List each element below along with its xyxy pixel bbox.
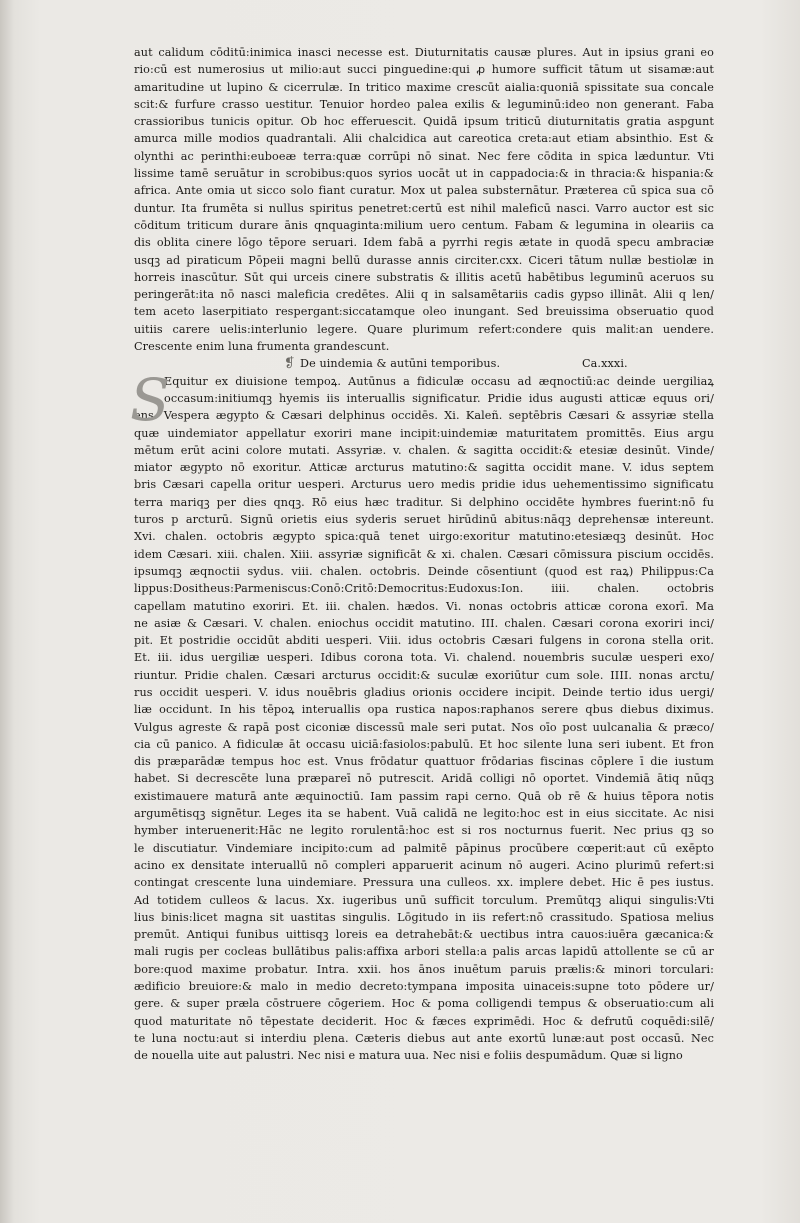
text-line: dis præparādæ tempus hoc est. Vnus frōdatur quattuor frōdarias fiscinas cōplere ī die iustum [134, 755, 714, 769]
text-line: quæ uindemiator appellatur exoriri mane incipit:uindemiæ maturitatem promittēs. Eius argu [134, 426, 714, 440]
text-line: acino ex densitate interuallū nō compleri apparuerit acinum nō augeri. Acino plurimū refert:si [134, 858, 714, 872]
text-line: le discutiatur. Vindemiare incipito:cum ad palmitē pāpinus procūbere cœperit:aut cū exēpto [134, 841, 714, 855]
text-line: Vulgus agreste & rapā post ciconiæ discessū male seri putat. Nos oīo post uulcanalia & præco/ [134, 720, 714, 734]
text-line: cia cū panico. A fidiculæ āt occasu uiciā:fasiolos:pabulū. Et hoc silente luna seri iubent. Et fron [134, 737, 714, 751]
pilcrow-icon: ❡ [284, 356, 295, 372]
text-line: pit. Et postridie occidūt abditi uesperi. Viii. idus octobris Cæsari fulgens in corona stella orit. [134, 634, 714, 648]
text-line: amaritudine ut lupino & cicerrulæ. In tritico maxime crescūt aialia:quoniā spissitate sua concale [134, 80, 714, 94]
text-line: amurca mille modios quadrantali. Alii chalcidica aut careotica creta:aut etiam absinthio. Est & [134, 132, 714, 146]
text-line: premūt. Antiqui funibus uittisqꝫ loreis ea detrahebāt:& uectibus intra cauos:iuēra gæcanica:& [134, 928, 714, 942]
paragraph-top [134, 44, 714, 355]
chapter-heading [134, 355, 714, 372]
text-line: liæ occidunt. In his tēpoꝝ interuallis opa rustica napos:raphanos serere qbus diebus diximus. [134, 703, 714, 717]
text-line: habet. Si decrescēte luna præpareī nō putrescit. Aridā colligi nō oportet. Vindemiā ātiq nūqꝫ [134, 772, 714, 786]
text-line: rus occidit uesperi. V. idus nouēbris gladius orionis occidere incipit. Deinde tertio idus uergi/ [134, 685, 714, 699]
text-line: tem aceto laserpitiato respergant:siccatamque oleo inungant. Sed breuissima obseruatio quod [134, 305, 714, 319]
text-line: occasum:initiumqꝫ hyemis iis interuallis significatur. Pridie idus augusti atticæ equus ori/ [164, 391, 714, 405]
text-line: aut calidum cōditū:inimica inasci necesse est. Diuturnitatis causæ plures. Aut in ipsius grani eo [134, 46, 714, 59]
text-line: lissime tamē seruātur in scrobibus:quos syrios uocāt ut in cappadocia:& in thracia:& hispania:& [134, 167, 714, 181]
text-line: quod maturitate nō tēpestate deciderit. Hoc & fæces exprimēdi. Hoc & defrutū coquēdi:silē/ [134, 1014, 714, 1028]
initial-letter: S [130, 365, 170, 434]
text-line: contingat crescente luna uindemiare. Pressura una culleos. xx. implere debet. Hic ē pes iustus. [134, 876, 714, 890]
text-line: ædificio breuiore:& malo in medio decreto:tympana imposita uinaceis:supne toto pōdere ur/ [134, 980, 714, 994]
text-line: existimauere maturā ante æquinoctiū. Iam passim rapi cerno. Quā ob rē & huius tēpora notis [134, 789, 714, 803]
text-line: ens. Vespera ægypto & Cæsari delphinus occidēs. Xi. Kaleñ. septēbris Cæsari & assyriæ stella [134, 409, 714, 423]
text-line: te luna noctu:aut si interdiu plena. Cæteris diebus aut ante exortū lunæ:aut post occasū. Nec [134, 1031, 714, 1045]
chapter-title: De uindemia & autūni temporibus. [300, 357, 501, 371]
text-line: scit:& furfure crasso uestitur. Tenuior hordeo palea exilis & leguminū:ideo non generant. Faba [134, 97, 714, 111]
text-line: riuntur. Pridie chalen. Cæsari arcturus occidit:& suculæ exoriūtur cum sole. IIII. nonas arctu/ [134, 668, 714, 682]
text-line: peringerāt:ita nō nasci maleficia credētes. Alii q in salsamētariis cadis gypso illināt. Alii q len/ [134, 288, 714, 302]
text-line: turos p arcturū. Signū orietis eius syderis seruet hirūdinū abitus:nāqꝫ deprehensæ intereunt. [134, 513, 714, 527]
text-line: duntur. Ita frumēta si nullus spiritus penetret:certū est nihil maleficū nasci. Varro auctor est sic [134, 201, 714, 215]
text-body [130, 44, 714, 1065]
text-line: dis oblita cinere lōgo tēpore seruari. Idem fabā a pyrrhi regis ætate in quodā specu ambraciæ [134, 236, 714, 250]
text-line: idem Cæsari. xiii. chalen. Xiii. assyriæ significāt & xi. chalen. Cæsari cōmissura piscium occidēs. [134, 547, 714, 561]
text-line: terra mariqꝫ per dies qnqꝫ. Rō eius hæc traditur. Si delphino occidēte hymbres fuerint:nō fu [134, 495, 714, 509]
text-line: gere. & super præla cōstruere cōgeriem. Hoc & poma colligendi tempus & obseruatio:cum ali [134, 997, 714, 1011]
text-line: Et. iii. idus uergiliæ uesperi. Idibus corona tota. Vi. chalend. nouembris suculæ uesperi exo/ [134, 651, 714, 665]
text-line: capellam matutino exoriri. Et. iii. chalen. hædos. Vi. nonas octobris atticæ corona exorī. Ma [134, 599, 714, 613]
text-line: horreis inascūtur. Sūt qui urceis cinere substratis & illitis acetū habētibus leguminū aceruos su [134, 270, 714, 284]
text-line: usqꝫ ad piraticum Pōpeii magni bellū durasse annis circiter.cxx. Ciceri tātum nullæ bestiolæ in [134, 253, 714, 267]
text-line: olynthi ac perinthi:euboeæ terra:quæ corrūpi nō sinat. Nec fere cōdita in spica læduntur. Vti [134, 149, 714, 163]
text-line: lius binis:licet magna sit uastitas singulis. Lōgitudo in iis refert:nō crassitudo. Spatiosa melius [134, 910, 714, 924]
text-line: Equitur ex diuisione tempoꝝ. Autūnus a fidiculæ occasu ad æqnoctiū:ac deinde uergiliaꝝ [164, 374, 714, 388]
text-line: hymber interuenerit:Hāc ne legito rorulentā:hoc est si ros nocturnus fuerit. Nec prius qꝫ so [134, 824, 714, 838]
text-line: rio:cū est numerosius ut milio:aut succi pinguedine:qui ꝓ humore sufficit tātum ut sisamæ:aut [134, 63, 714, 77]
text-line: cōditum triticum durare ānis qnquaginta:milium uero centum. Fabam & legumina in oleariis ca [134, 218, 714, 232]
text-line: ne asiæ & Cæsari. V. chalen. eniochus occidit matutino. III. chalen. Cæsari corona exoriri inci/ [134, 616, 714, 630]
text-line: uitiis carere uelis:interlunio legere. Quare plurimum refert:condere quis malit:an uendere. [134, 322, 714, 336]
text-line: Xvi. chalen. octobris ægypto spica:quā tenet uirgo:exoritur matutino:etesiæqꝫ desinūt. Hoc [134, 530, 714, 544]
text-line: Crescente enim luna frumenta grandescunt. [134, 340, 390, 354]
text-line: bore:quod maxime probatur. Intra. xxii. hos ānos inuētum paruis prælis:& minori torculari: [134, 962, 714, 976]
text-line: crassioribus tunicis opitur. Ob hoc efferuescit. Quidā ipsum triticū diuturnitatis gratia aspgunt [134, 115, 714, 129]
text-line: miator ægypto nō exoritur. Atticæ arcturus matutino:& sagitta occidit mane. V. idus septem [134, 461, 714, 475]
text-line: africa. Ante omia ut sicco solo fiant curatur. Mox ut palea substernātur. Præterea cū spica sua cō [134, 184, 714, 198]
text-line: lippus:Dositheus:Parmeniscus:Conō:Critō:Democritus:Eudoxus:Ion. iiii. chalen. octobris [134, 582, 714, 596]
text-line: argumētisqꝫ signētur. Leges ita se habent. Vuā calidā ne legito:hoc est in eius siccitate. Ac nisi [134, 807, 714, 821]
text-line: Ad totidem culleos & lacus. Xx. iugeribus unū sufficit torculum. Premūtqꝫ aliqui singulis:Vti [134, 893, 714, 907]
text-line: ipsumqꝫ æqnoctii sydus. viii. chalen. octobris. Deinde cōsentiunt (quod est raꝝ) Philippus:Ca [134, 564, 714, 578]
text-line: mali rugis per cocleas bullātibus palis:affixa arbori stella:a palis arcas lapidū attollente se cū ar [134, 945, 714, 959]
text-line: mētum erūt acini colore mutati. Assyriæ. v. chalen. & sagitta occidit:& etesiæ desinūt. Vinde/ [134, 443, 714, 457]
paragraph-main [130, 365, 714, 1065]
text-line: de nouella uite aut palustri. Nec nisi e matura uua. Nec nisi e foliis despumādum. Quæ si ligno [134, 1049, 683, 1063]
chapter-number: Ca.xxxi. [582, 357, 628, 371]
text-line: bris Cæsari capella oritur uesperi. Arcturus uero medis pridie idus uehementissimo significatu [134, 478, 714, 492]
